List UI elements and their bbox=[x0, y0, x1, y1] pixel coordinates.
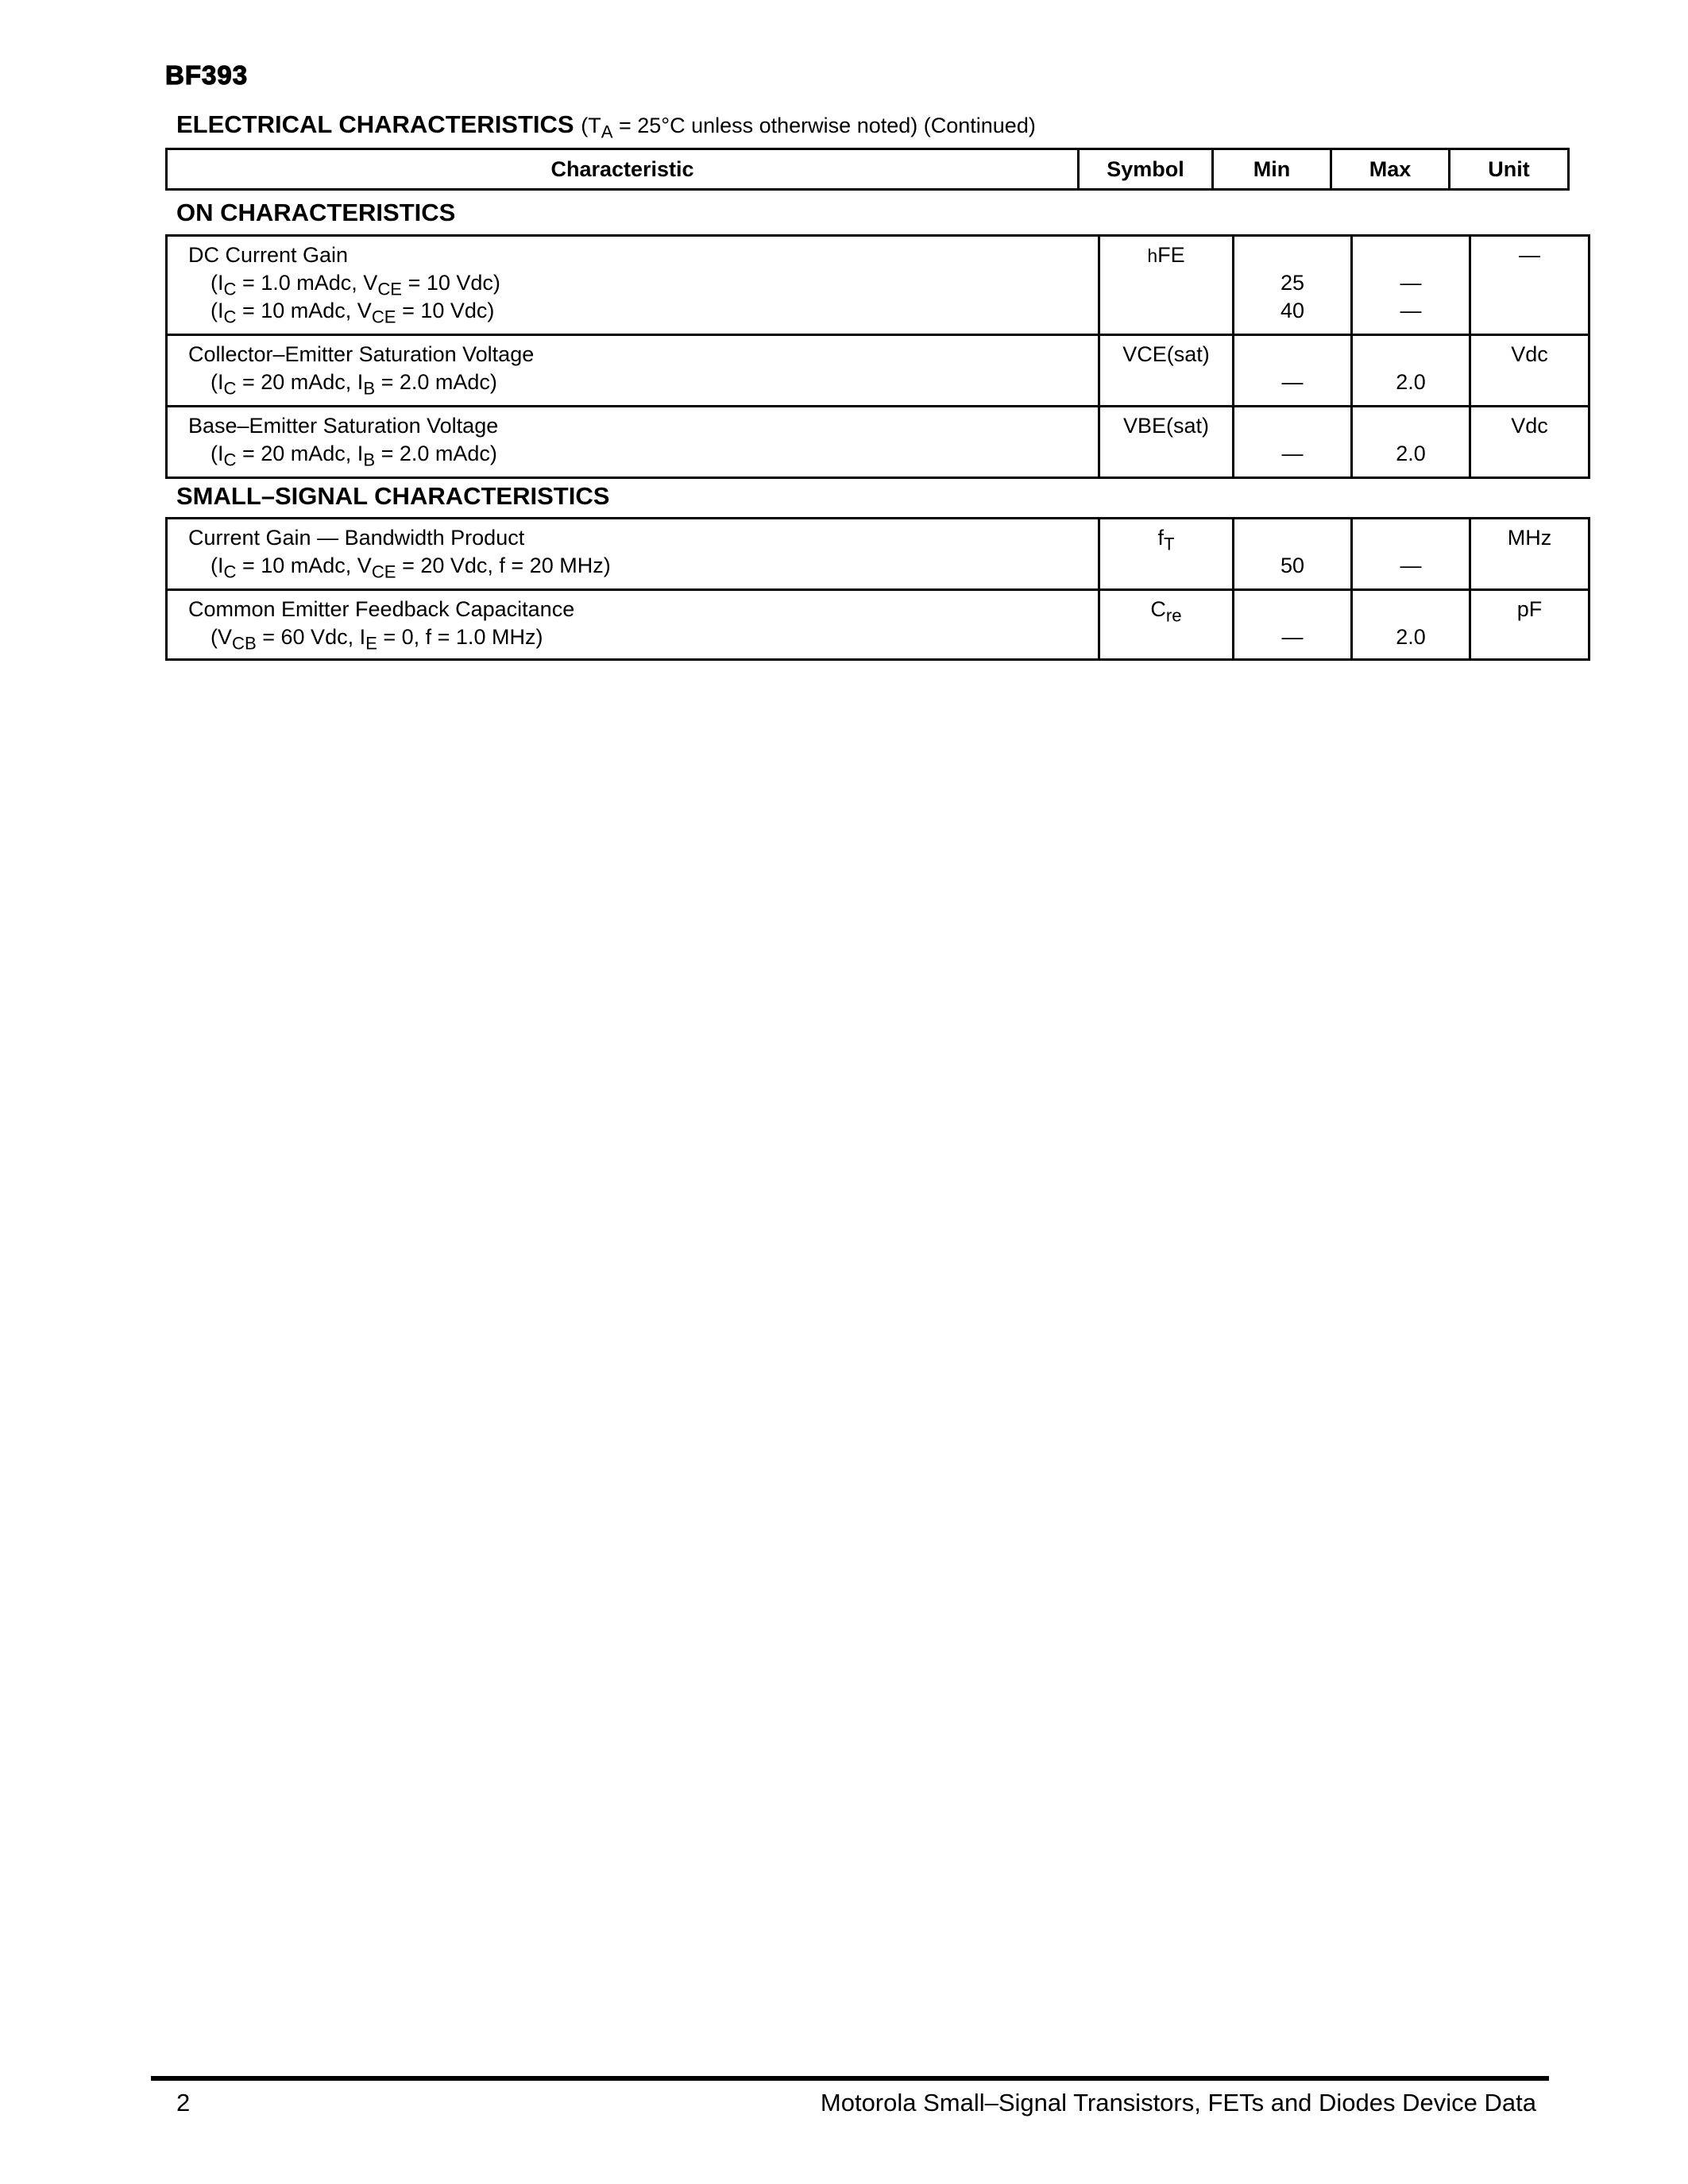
symbol-cell: $f_T$ bbox=[1099, 519, 1234, 590]
characteristic-cell: Common Emitter Feedback Capacitance ($V_{CB} = 60$ Vdc, $I_E = 0$, f = 1.0 MHz) bbox=[167, 590, 1099, 660]
group-title-small-signal: SMALL–SIGNAL CHARACTERISTICS bbox=[176, 482, 610, 510]
characteristic-cell: Base–Emitter Saturation Voltage ($I_C = 20$ mAdc, $I_B = 2.0$ mAdc) bbox=[167, 407, 1099, 478]
min-cell: — bbox=[1234, 407, 1352, 478]
header-max: Max bbox=[1331, 149, 1450, 190]
table-row-cre bbox=[167, 590, 1590, 660]
min-cell: 50 bbox=[1234, 519, 1352, 590]
section-title-note: ($T_A = 25^\circ C$ unless otherwise noted) (Continued) bbox=[581, 114, 1036, 142]
header-characteristic: Characteristic bbox=[167, 149, 1079, 190]
max-cell: 2.0 bbox=[1352, 590, 1470, 660]
symbol-cell: hFE bbox=[1099, 236, 1234, 335]
max-cell: — — bbox=[1352, 236, 1470, 335]
max-cell: 2.0 bbox=[1352, 407, 1470, 478]
table-row-dc-current-gain bbox=[167, 236, 1590, 335]
table-row-vce-sat bbox=[167, 335, 1590, 407]
section-title-bold: ELECTRICAL CHARACTERISTICS bbox=[176, 110, 574, 138]
symbol-cell: $C_{re}$ bbox=[1099, 590, 1234, 660]
header-min: Min bbox=[1213, 149, 1331, 190]
min-cell: — bbox=[1234, 590, 1352, 660]
table-row-vbe-sat bbox=[167, 407, 1590, 478]
header-unit: Unit bbox=[1450, 149, 1569, 190]
unit-cell: Vdc bbox=[1470, 407, 1590, 478]
footer-text: Motorola Small–Signal Transistors, FETs and Diodes Device Data bbox=[820, 2089, 1536, 2116]
unit-cell: Vdc bbox=[1470, 335, 1590, 407]
footer-rule bbox=[151, 2076, 1549, 2081]
characteristic-cell: Collector–Emitter Saturation Voltage ($I_C = 20$ mAdc, $I_B = 2.0$ mAdc) bbox=[167, 335, 1099, 407]
header-symbol: Symbol bbox=[1079, 149, 1213, 190]
characteristic-cell: DC Current Gain ($I_C = 1.0$ mAdc, $V_{CE} = 10$ Vdc) ($I_C = 10$ mAdc, $V_{CE} = 10$ Vdc) bbox=[167, 236, 1099, 335]
min-cell: 25 40 bbox=[1234, 236, 1352, 335]
table-row-ft bbox=[167, 519, 1590, 590]
on-characteristics-table bbox=[165, 234, 1590, 479]
group-title-on: ON CHARACTERISTICS bbox=[176, 199, 456, 226]
unit-cell: pF bbox=[1470, 590, 1590, 660]
max-cell: 2.0 bbox=[1352, 335, 1470, 407]
symbol-cell: VBE(sat) bbox=[1099, 407, 1234, 478]
min-cell: — bbox=[1234, 335, 1352, 407]
unit-cell: — bbox=[1470, 236, 1590, 335]
characteristics-table-header bbox=[165, 148, 1570, 191]
small-signal-characteristics-table bbox=[165, 517, 1590, 661]
page-number: 2 bbox=[176, 2089, 191, 2116]
symbol-cell: VCE(sat) bbox=[1099, 335, 1234, 407]
max-cell: — bbox=[1352, 519, 1470, 590]
section-title bbox=[176, 110, 1036, 142]
part-number: BF393 bbox=[165, 60, 249, 90]
unit-cell: MHz bbox=[1470, 519, 1590, 590]
characteristic-cell: Current Gain — Bandwidth Product ($I_C = 10$ mAdc, $V_{CE} = 20$ Vdc, f = 20 MHz) bbox=[167, 519, 1099, 590]
